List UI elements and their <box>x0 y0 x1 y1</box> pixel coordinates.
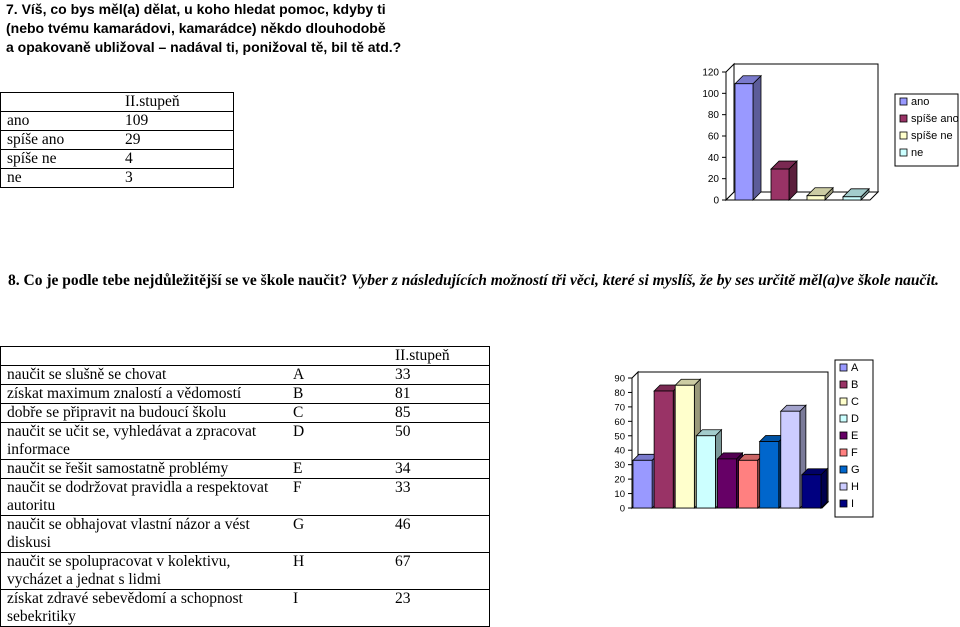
row-code: F <box>287 479 389 516</box>
y-tick-label: 80 <box>707 110 719 122</box>
y-tick-label: 40 <box>707 152 719 164</box>
question-7 <box>6 0 446 57</box>
row-label: naučit se obhajovat vlastní názor a vést diskusi <box>1 516 288 553</box>
table-row <box>1 169 234 188</box>
table-header-empty <box>287 347 389 366</box>
table-row <box>1 460 490 479</box>
table-row <box>1 479 490 516</box>
row-code: G <box>287 516 389 553</box>
table-header-cell: II.stupeň <box>119 93 234 112</box>
row-code: A <box>287 366 389 385</box>
legend-swatch <box>840 398 847 405</box>
row-value: 33 <box>389 479 490 516</box>
legend-swatch <box>840 364 847 371</box>
bar-front <box>633 460 652 508</box>
row-value: 4 <box>119 150 234 169</box>
bar-front <box>654 391 673 508</box>
chart-bar <box>771 161 797 200</box>
y-tick-label: 20 <box>707 174 719 186</box>
table-row <box>1 404 490 423</box>
table-header-empty <box>1 347 288 366</box>
bar-front <box>739 460 758 508</box>
y-tick-label: 40 <box>614 445 625 457</box>
y-tick-label: 10 <box>614 489 625 501</box>
legend-swatch <box>900 115 907 122</box>
legend-label: H <box>851 481 859 493</box>
row-value: 50 <box>389 423 490 460</box>
table-row <box>1 385 490 404</box>
table-row <box>1 516 490 553</box>
legend-swatch <box>840 449 847 456</box>
bar-front <box>843 197 861 200</box>
row-code: E <box>287 460 389 479</box>
question-8-chart-svg <box>590 358 960 518</box>
table-header-row <box>1 347 490 366</box>
row-value: 46 <box>389 516 490 553</box>
question-7-line: 7. Víš, co bys měl(a) dělat, u koho hledat pomoc, kdyby ti <box>6 1 386 17</box>
row-label: naučit se řešit samostatně problémy <box>1 460 288 479</box>
row-label: získat zdravé sebevědomí a schopnost sebekritiky <box>1 590 288 627</box>
row-value: 3 <box>119 169 234 188</box>
bar-side <box>753 76 761 200</box>
row-label: naučit se slušně se chovat <box>1 366 288 385</box>
bar-front <box>802 475 821 508</box>
row-code: D <box>287 423 389 460</box>
bar-front <box>760 442 779 508</box>
bar-side <box>821 469 827 508</box>
row-label: naučit se učit se, vyhledávat a zpracovat informace <box>1 423 288 460</box>
y-tick-label: 20 <box>614 474 625 486</box>
legend-label: A <box>851 362 859 374</box>
question-7-line: (nebo tvému kamarádovi, kamarádce) někdo dlouhodobě <box>6 20 386 36</box>
legend-label: ne <box>911 147 924 159</box>
legend-label: D <box>851 413 859 425</box>
legend-swatch <box>900 132 907 139</box>
row-value: 109 <box>119 112 234 131</box>
question-8 <box>8 271 948 291</box>
legend-swatch <box>840 432 847 439</box>
bar-front <box>807 196 825 200</box>
legend-label: F <box>851 447 858 459</box>
legend-label: I <box>851 498 855 510</box>
legend-swatch <box>840 381 847 388</box>
legend-label: E <box>851 430 859 442</box>
row-code: H <box>287 553 389 590</box>
question-8-text: 8. Co je podle tebe nejdůležitější se ve škole naučit? <box>8 272 348 289</box>
question-7-line: a opakovaně ubližoval – nadával ti, ponižoval tě, bil tě atd.? <box>6 39 402 55</box>
y-tick-label: 60 <box>614 416 625 428</box>
bar-front <box>675 385 694 508</box>
legend-label: spíše ano <box>911 113 959 125</box>
row-value: 67 <box>389 553 490 590</box>
row-value: 29 <box>119 131 234 150</box>
row-label: ano <box>1 112 120 131</box>
bar-front <box>735 84 753 200</box>
question-8-chart <box>590 358 960 518</box>
row-value: 23 <box>389 590 490 627</box>
row-value: 81 <box>389 385 490 404</box>
y-tick-label: 50 <box>614 431 625 443</box>
y-tick-label: 90 <box>614 373 625 385</box>
chart-side-wall <box>726 64 734 200</box>
row-label: dobře se připravit na budoucí školu <box>1 404 288 423</box>
y-tick-label: 60 <box>707 131 719 143</box>
row-label: ne <box>1 169 120 188</box>
table-row <box>1 553 490 590</box>
legend-swatch <box>900 149 907 156</box>
question-7-chart-svg <box>690 50 960 210</box>
table-row <box>1 150 234 169</box>
legend-swatch <box>840 500 847 507</box>
row-code: B <box>287 385 389 404</box>
question-7-chart <box>690 50 960 210</box>
legend-label: spíše ne <box>911 130 953 142</box>
y-tick-label: 100 <box>702 88 719 100</box>
question-8-instruction: Vyber z následujících možností tři věci, které si myslíš, že by ses určitě měl(a)ve škole naučit. <box>351 272 939 289</box>
row-code: C <box>287 404 389 423</box>
row-value: 85 <box>389 404 490 423</box>
table-row <box>1 112 234 131</box>
row-value: 34 <box>389 460 490 479</box>
table-header-cell: II.stupeň <box>389 347 490 366</box>
row-label: spíše ne <box>1 150 120 169</box>
legend-swatch <box>840 483 847 490</box>
y-tick-label: 0 <box>713 195 719 207</box>
chart-bar <box>735 76 761 200</box>
y-tick-label: 80 <box>614 387 625 399</box>
row-label: spíše ano <box>1 131 120 150</box>
table-row <box>1 131 234 150</box>
table-header-row <box>1 93 234 112</box>
row-code: I <box>287 590 389 627</box>
y-tick-label: 120 <box>702 67 719 79</box>
legend-label: G <box>851 464 860 476</box>
table-header-empty <box>1 93 120 112</box>
table-row <box>1 590 490 627</box>
row-value: 33 <box>389 366 490 385</box>
legend-swatch <box>840 415 847 422</box>
legend-swatch <box>840 466 847 473</box>
row-label: naučit se spolupracovat v kolektivu, vycházet a jednat s lidmi <box>1 553 288 590</box>
y-tick-label: 70 <box>614 402 625 414</box>
legend-label: B <box>851 379 859 391</box>
legend-swatch <box>900 98 907 105</box>
row-label: získat maximum znalostí a vědomostí <box>1 385 288 404</box>
chart-bar <box>802 469 827 508</box>
bar-front <box>781 411 800 508</box>
question-7-table <box>0 92 234 188</box>
legend-label: C <box>851 396 859 408</box>
y-tick-label: 30 <box>614 460 625 472</box>
table-row <box>1 423 490 460</box>
bar-front <box>771 169 789 200</box>
legend-label: ano <box>911 96 930 108</box>
bar-front <box>696 436 715 508</box>
question-8-table <box>0 346 490 627</box>
y-tick-label: 0 <box>619 503 625 515</box>
row-label: naučit se dodržovat pravidla a respektovat autoritu <box>1 479 288 516</box>
table-row <box>1 366 490 385</box>
bar-front <box>717 459 736 508</box>
